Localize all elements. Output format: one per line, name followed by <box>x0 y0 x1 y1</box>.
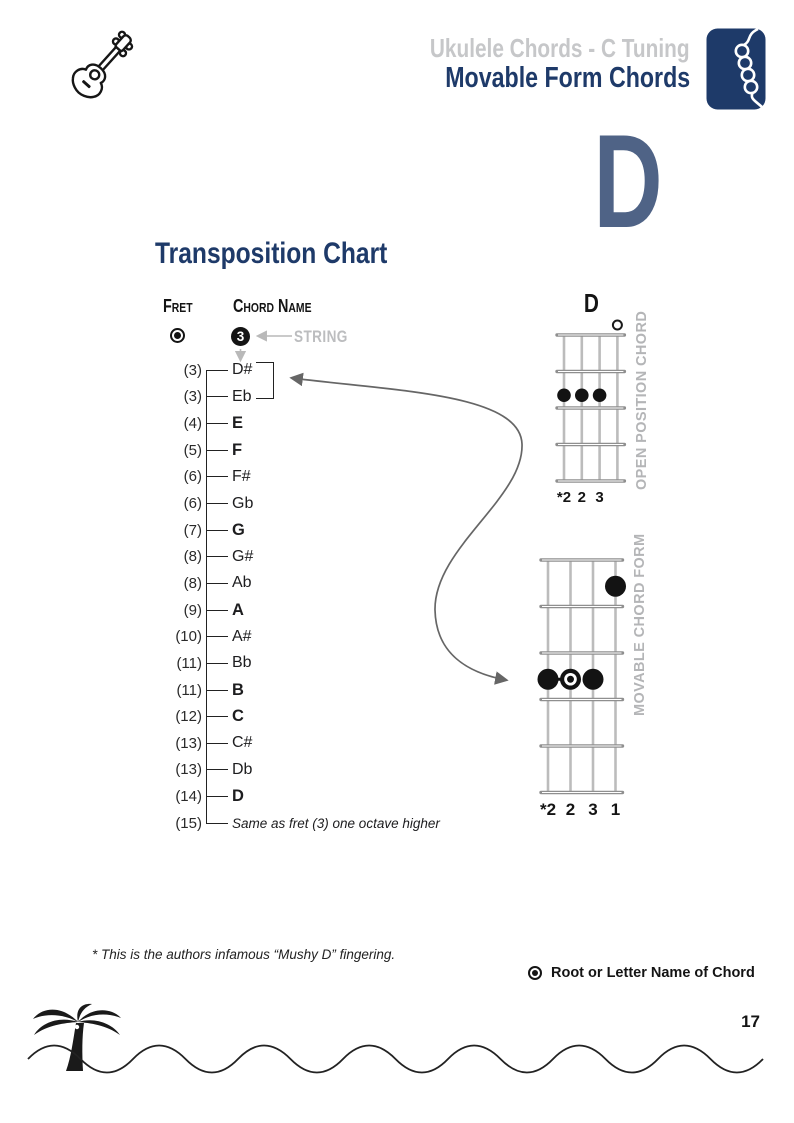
chord-name: Ab <box>232 574 252 592</box>
transposition-row <box>160 757 580 784</box>
row-tick <box>206 823 228 824</box>
column-header-chord-name: Chord Name <box>233 296 312 316</box>
chord-name: E <box>232 414 244 433</box>
movable-chord-side-label: MOVABLE CHORD FORM <box>632 533 648 716</box>
finger-label: 2 <box>577 489 586 506</box>
finger-dot <box>575 388 589 402</box>
string-callout-arrow <box>249 329 295 343</box>
fret-number: (4) <box>183 415 202 433</box>
fret-number: (8) <box>183 574 202 592</box>
header-subtitle: Ukulele Chords - C Tuning <box>430 33 690 63</box>
finger-dot <box>583 669 604 690</box>
fret-number: (5) <box>183 441 202 459</box>
row-tick <box>206 690 228 691</box>
row-tick <box>206 769 228 770</box>
transposition-row <box>160 810 580 837</box>
open-diagram-grid <box>518 286 648 501</box>
fret-number: (3) <box>183 361 202 379</box>
row-tick <box>206 370 228 371</box>
finger-label: 3 <box>588 800 598 819</box>
row-tick <box>206 556 228 557</box>
fret-number: (6) <box>183 468 202 486</box>
movable-diagram-grid <box>518 533 648 800</box>
chord-name: Same as fret (3) one octave higher <box>232 815 440 831</box>
fret-number: (11) <box>176 681 202 699</box>
table-trunk-line <box>206 370 207 823</box>
chord-name: D# <box>232 361 253 379</box>
fret-number: (6) <box>183 495 202 513</box>
chord-name: D <box>232 787 244 806</box>
finger-dot <box>593 388 607 402</box>
finger-label: *2 <box>556 489 572 506</box>
transposition-arrow <box>282 362 534 692</box>
open-chord-title: D <box>583 288 599 318</box>
finger-dot <box>538 669 559 690</box>
fret-number: (13) <box>175 761 202 779</box>
headstock-badge-icon <box>706 28 766 110</box>
chord-name: F <box>232 440 243 459</box>
chord-name: Eb <box>232 387 252 405</box>
root-legend-text: Root or Letter Name of Chord <box>551 965 755 981</box>
chord-name: F# <box>232 467 251 485</box>
string-number-badge: 3 <box>231 327 250 346</box>
row-tick <box>206 610 228 611</box>
chord-name: Bb <box>232 654 252 672</box>
transposition-row <box>160 783 580 810</box>
fret-number: (8) <box>183 548 202 566</box>
chord-name: G <box>232 520 245 539</box>
fret-number: (13) <box>175 734 202 752</box>
header-title: Movable Form Chords <box>445 62 690 94</box>
page-number: 17 <box>741 1012 760 1031</box>
finger-label: 1 <box>610 800 621 819</box>
row-tick <box>206 423 228 424</box>
finger-label: *2 <box>539 800 557 819</box>
open-chord-side-label: OPEN POSITION CHORD <box>634 310 650 490</box>
row-tick <box>206 503 228 504</box>
row-tick <box>206 450 228 451</box>
transposition-row <box>160 703 580 730</box>
row-tick <box>206 743 228 744</box>
section-title: Transposition Chart <box>155 237 388 270</box>
fret-number: (3) <box>183 388 202 406</box>
row-tick <box>206 716 228 717</box>
chord-name: B <box>232 680 244 699</box>
chord-name: A <box>232 600 244 619</box>
enharmonic-bracket <box>256 362 274 399</box>
chord-name: G# <box>232 547 254 565</box>
chord-name: C <box>232 707 244 726</box>
row-tick <box>206 583 228 584</box>
root-symbol <box>170 328 185 343</box>
transposition-row <box>160 730 580 757</box>
fret-number: (9) <box>183 601 202 619</box>
row-tick <box>206 476 228 477</box>
chord-name: Db <box>232 760 253 778</box>
fret-number: (10) <box>175 628 202 646</box>
row-tick <box>206 530 228 531</box>
finger-dot <box>605 576 626 597</box>
finger-dot <box>557 388 571 402</box>
finger-label: 3 <box>595 489 604 506</box>
chord-name: C# <box>232 734 253 752</box>
string-callout-label: STRING <box>294 327 348 346</box>
row-tick <box>206 636 228 637</box>
column-header-fret: Fret <box>163 296 193 316</box>
root-dot <box>560 669 581 690</box>
wave-divider <box>0 1028 794 1090</box>
chord-letter: D <box>593 108 663 256</box>
finger-label: 2 <box>565 800 576 819</box>
ukulele-icon <box>55 22 150 117</box>
root-legend-icon <box>528 966 542 980</box>
chord-name: A# <box>232 627 252 645</box>
chord-name: Gb <box>232 494 254 512</box>
fret-number: (11) <box>176 654 202 672</box>
fret-number: (15) <box>175 814 202 832</box>
row-tick <box>206 663 228 664</box>
row-tick <box>206 396 228 397</box>
row-tick <box>206 796 228 797</box>
fret-number: (14) <box>175 788 202 806</box>
fret-number: (12) <box>175 708 202 726</box>
footnote: * This is the authors infamous “Mushy D” fingering. <box>92 947 396 962</box>
root-legend <box>528 965 755 981</box>
fret-number: (7) <box>183 521 202 539</box>
